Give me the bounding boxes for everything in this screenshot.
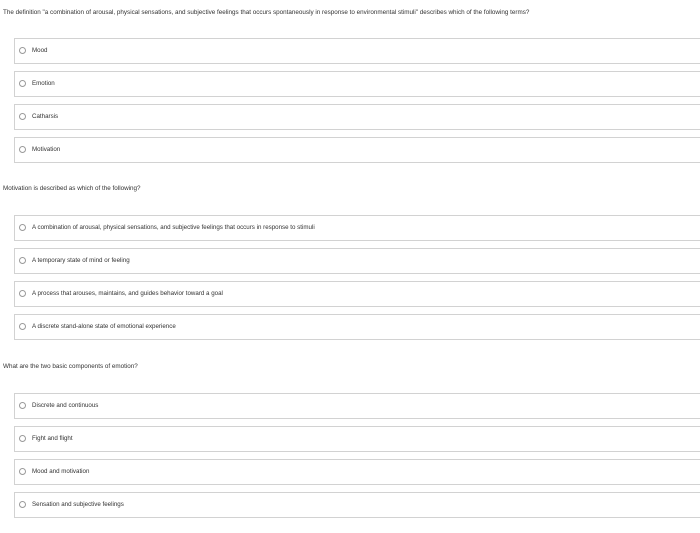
radio-button[interactable] bbox=[19, 257, 26, 264]
option-label: Motivation bbox=[32, 146, 61, 153]
option-catharsis[interactable] bbox=[14, 104, 700, 130]
radio-button[interactable] bbox=[19, 323, 26, 330]
option-process[interactable] bbox=[14, 281, 700, 307]
radio-button[interactable] bbox=[19, 113, 26, 120]
option-label: A combination of arousal, physical sensations, and subjective feelings that occurs in response to stimuli bbox=[32, 224, 315, 231]
radio-button[interactable] bbox=[19, 501, 26, 508]
option-label: Mood and motivation bbox=[32, 468, 90, 475]
question-1-text: The definition "a combination of arousal, physical sensations, and subjective feelings that occurs spontaneously in response to environmental stimuli" describes which of the following terms? bbox=[3, 9, 530, 16]
option-label: Emotion bbox=[32, 80, 55, 87]
radio-button[interactable] bbox=[19, 224, 26, 231]
option-label: Catharsis bbox=[32, 113, 59, 120]
option-mood[interactable] bbox=[14, 38, 700, 64]
option-label: Sensation and subjective feelings bbox=[32, 501, 124, 508]
option-label: A temporary state of mind or feeling bbox=[32, 257, 130, 264]
radio-button[interactable] bbox=[19, 435, 26, 442]
radio-button[interactable] bbox=[19, 80, 26, 87]
option-label: Mood bbox=[32, 47, 48, 54]
option-label: Fight and flight bbox=[32, 435, 73, 442]
option-label: A process that arouses, maintains, and guides behavior toward a goal bbox=[32, 290, 223, 297]
question-2-text: Motivation is described as which of the following? bbox=[3, 185, 141, 192]
option-discrete-continuous[interactable] bbox=[14, 393, 700, 419]
option-fight-flight[interactable] bbox=[14, 426, 700, 452]
option-motivation[interactable] bbox=[14, 137, 700, 163]
radio-button[interactable] bbox=[19, 402, 26, 409]
option-sensation-feelings[interactable] bbox=[14, 492, 700, 518]
option-label: Discrete and continuous bbox=[32, 402, 99, 409]
radio-button[interactable] bbox=[19, 47, 26, 54]
option-temporary-state[interactable] bbox=[14, 248, 700, 274]
radio-button[interactable] bbox=[19, 468, 26, 475]
radio-button[interactable] bbox=[19, 290, 26, 297]
option-mood-motivation[interactable] bbox=[14, 459, 700, 485]
option-label: A discrete stand-alone state of emotional experience bbox=[32, 323, 176, 330]
option-emotion[interactable] bbox=[14, 71, 700, 97]
option-combination[interactable] bbox=[14, 215, 700, 241]
option-discrete-state[interactable] bbox=[14, 314, 700, 340]
radio-button[interactable] bbox=[19, 146, 26, 153]
question-3-text: What are the two basic components of emotion? bbox=[3, 363, 138, 370]
